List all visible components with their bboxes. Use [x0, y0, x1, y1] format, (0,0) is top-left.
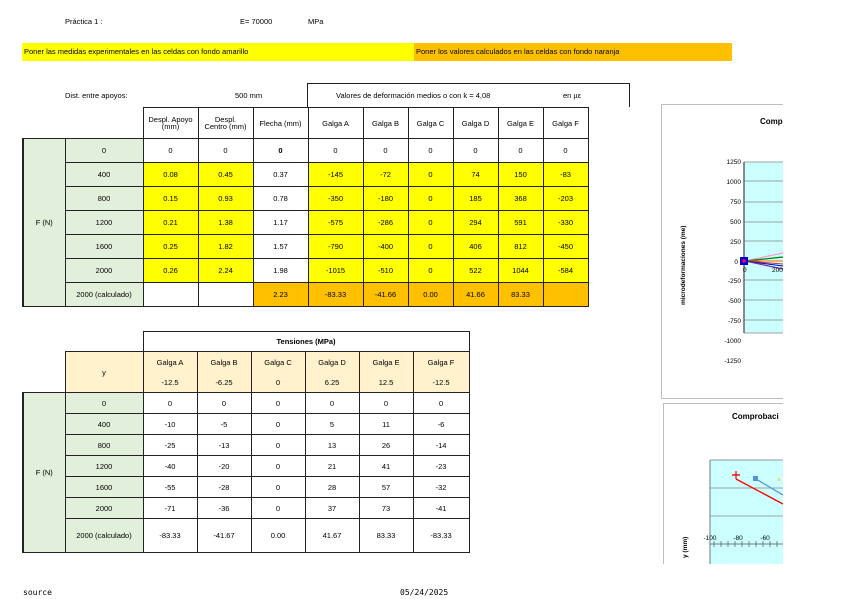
- modulus-label: E= 70000: [240, 17, 273, 26]
- svg-text:0: 0: [743, 267, 747, 274]
- stress-cell: -41.67: [197, 519, 251, 553]
- deformation-units: en µε: [563, 91, 582, 100]
- stress-cell: 83.33: [359, 519, 413, 553]
- stress-cell: 21: [305, 456, 359, 477]
- practice-title: Práctica 1 :: [65, 17, 103, 26]
- svg-text:-1000: -1000: [724, 338, 741, 345]
- stress-cell: -23: [413, 456, 469, 477]
- input-cell[interactable]: 368: [498, 187, 543, 211]
- load-cell: 2000 (calculado): [65, 519, 143, 553]
- data-cell: 0.78: [253, 187, 308, 211]
- stress-cell: -55: [143, 477, 197, 498]
- data-cell: 0: [543, 139, 588, 163]
- svg-text:-80: -80: [733, 535, 743, 542]
- svg-text:-60: -60: [760, 535, 770, 542]
- col-flecha: Flecha (mm): [253, 108, 308, 139]
- gauge-y-value: -12.5: [413, 373, 469, 393]
- data-cell: 1.57: [253, 235, 308, 259]
- stress-cell: 41: [359, 456, 413, 477]
- stress-cell: -32: [413, 477, 469, 498]
- calc-cell[interactable]: 0.00: [408, 283, 453, 307]
- load-cell: 400: [65, 163, 143, 187]
- data-cell: 0: [453, 139, 498, 163]
- input-cell[interactable]: -584: [543, 259, 588, 283]
- input-cell[interactable]: 0.25: [143, 235, 198, 259]
- stress-cell: 0: [143, 393, 197, 414]
- footer-date: 05/24/2025: [400, 588, 449, 597]
- stress-cell: 41.67: [305, 519, 359, 553]
- input-cell[interactable]: -330: [543, 211, 588, 235]
- strain-chart-plot: [662, 105, 783, 398]
- input-cell[interactable]: -350: [308, 187, 363, 211]
- svg-text:750: 750: [730, 199, 741, 206]
- stress-cell: 0: [251, 393, 305, 414]
- stress-cell: -36: [197, 498, 251, 519]
- stress-cell: 0: [251, 498, 305, 519]
- data-cell: 0: [308, 139, 363, 163]
- data-cell: 0: [408, 139, 453, 163]
- stress-cell: -83.33: [413, 519, 469, 553]
- deformation-group-title: Valores de deformación medios o con k = 4,08: [336, 91, 491, 100]
- svg-text:250: 250: [730, 239, 741, 246]
- load-cell: 0: [65, 393, 143, 414]
- col-galga-b: Galga B: [363, 108, 408, 139]
- gauge-header: Galga A: [143, 352, 197, 373]
- stress-cell: 28: [305, 477, 359, 498]
- data-cell: 0.37: [253, 163, 308, 187]
- stress-cell: 5: [305, 414, 359, 435]
- input-cell[interactable]: 2.24: [198, 259, 253, 283]
- input-cell[interactable]: 0.15: [143, 187, 198, 211]
- stress-cell: -83.33: [143, 519, 197, 553]
- strain-chart-title: Comp: [760, 117, 783, 126]
- gauge-y-value: -12.5: [143, 373, 197, 393]
- load-cell: 1200: [65, 211, 143, 235]
- svg-text:×: ×: [777, 477, 782, 484]
- row-group-label: F (N): [23, 393, 65, 553]
- stress-chart[interactable]: [663, 403, 783, 564]
- stress-cell: 57: [359, 477, 413, 498]
- gauge-y-value: 0: [251, 373, 305, 393]
- input-cell[interactable]: 0: [408, 259, 453, 283]
- input-cell[interactable]: 185: [453, 187, 498, 211]
- stress-cell: 0: [251, 456, 305, 477]
- deformation-table: [22, 107, 632, 307]
- y-label: y: [65, 352, 143, 393]
- gauge-header: Galga B: [197, 352, 251, 373]
- input-cell[interactable]: 74: [453, 163, 498, 187]
- stress-chart-ylabel: y (mm): [682, 536, 689, 558]
- input-cell[interactable]: 0.45: [198, 163, 253, 187]
- stress-cell: -13: [197, 435, 251, 456]
- modulus-unit: MPa: [308, 17, 324, 26]
- load-cell: 800: [65, 435, 143, 456]
- gauge-y-value: -6.25: [197, 373, 251, 393]
- svg-text:500: 500: [730, 219, 741, 226]
- calc-cell[interactable]: 2.23: [253, 283, 308, 307]
- svg-text:-100: -100: [703, 535, 717, 542]
- input-cell[interactable]: 150: [498, 163, 543, 187]
- input-cell[interactable]: 406: [453, 235, 498, 259]
- input-cell[interactable]: 1044: [498, 259, 543, 283]
- stress-cell: -5: [197, 414, 251, 435]
- data-cell: 1.17: [253, 211, 308, 235]
- input-cell[interactable]: -203: [543, 187, 588, 211]
- gauge-y-value: 12.5: [359, 373, 413, 393]
- stress-cell: -25: [143, 435, 197, 456]
- calc-cell[interactable]: 41.66: [453, 283, 498, 307]
- input-cell[interactable]: -1015: [308, 259, 363, 283]
- data-cell: 0: [498, 139, 543, 163]
- load-cell: 1600: [65, 477, 143, 498]
- svg-text:-250: -250: [727, 278, 741, 285]
- svg-text:200: 200: [772, 267, 783, 274]
- load-cell: 400: [65, 414, 143, 435]
- input-cell[interactable]: 0: [408, 235, 453, 259]
- stress-cell: 0: [251, 414, 305, 435]
- stress-table-title: Tensiones (MPa): [143, 332, 469, 352]
- col-galga-f: Galga F: [543, 108, 588, 139]
- gauge-header: Galga C: [251, 352, 305, 373]
- input-cell[interactable]: 812: [498, 235, 543, 259]
- stress-cell: -71: [143, 498, 197, 519]
- input-cell[interactable]: 522: [453, 259, 498, 283]
- stress-cell: 0.00: [251, 519, 305, 553]
- input-cell[interactable]: 591: [498, 211, 543, 235]
- col-galga-c: Galga C: [408, 108, 453, 139]
- dist-value: 500 mm: [235, 91, 263, 100]
- strain-chart[interactable]: [661, 104, 783, 399]
- col-despl-apoyo: Despl. Apoyo (mm): [143, 108, 198, 139]
- stress-cell: -20: [197, 456, 251, 477]
- orange-instruction: Poner los valores calculados en las celdas con fondo naranja: [414, 43, 732, 61]
- svg-text:-500: -500: [727, 298, 741, 305]
- input-cell[interactable]: 1.38: [198, 211, 253, 235]
- input-cell[interactable]: -83: [543, 163, 588, 187]
- input-cell[interactable]: 1.82: [198, 235, 253, 259]
- svg-text:-1250: -1250: [724, 358, 741, 365]
- input-cell[interactable]: -790: [308, 235, 363, 259]
- stress-cell: 0: [359, 393, 413, 414]
- stress-cell: -14: [413, 435, 469, 456]
- stress-chart-plot: [664, 404, 783, 564]
- stress-cell: 0: [305, 393, 359, 414]
- stress-cell: 0: [251, 435, 305, 456]
- deformation-group-header: [307, 83, 630, 107]
- input-cell[interactable]: 0: [408, 211, 453, 235]
- data-cell: [143, 283, 198, 307]
- load-cell: 2000 (calculado): [65, 283, 143, 307]
- stress-cell: -28: [197, 477, 251, 498]
- input-cell[interactable]: -510: [363, 259, 408, 283]
- stress-cell: 11: [359, 414, 413, 435]
- data-cell: 0: [253, 139, 308, 163]
- yellow-instruction: Poner las medidas experimentales en las celdas con fondo amarillo: [22, 43, 414, 61]
- load-cell: 1200: [65, 456, 143, 477]
- gauge-header: Galga F: [413, 352, 469, 373]
- stress-table: [22, 331, 470, 553]
- input-cell[interactable]: -286: [363, 211, 408, 235]
- load-cell: 800: [65, 187, 143, 211]
- col-despl-centro: Despl. Centro (mm): [198, 108, 253, 139]
- svg-text:0: 0: [734, 259, 738, 266]
- data-cell: 0: [198, 139, 253, 163]
- footer-source: source: [23, 588, 52, 597]
- input-cell[interactable]: 0.21: [143, 211, 198, 235]
- stress-cell: -40: [143, 456, 197, 477]
- gauge-y-value: 6.25: [305, 373, 359, 393]
- input-cell[interactable]: -400: [363, 235, 408, 259]
- data-cell: [198, 283, 253, 307]
- data-cell: 0: [143, 139, 198, 163]
- stress-cell: -6: [413, 414, 469, 435]
- stress-cell: 0: [251, 477, 305, 498]
- calc-cell[interactable]: -83.33: [308, 283, 363, 307]
- input-cell[interactable]: 0.93: [198, 187, 253, 211]
- input-cell[interactable]: -450: [543, 235, 588, 259]
- stress-cell: 0: [197, 393, 251, 414]
- input-cell[interactable]: -575: [308, 211, 363, 235]
- stress-cell: 13: [305, 435, 359, 456]
- svg-text:1250: 1250: [726, 159, 741, 166]
- stress-cell: -10: [143, 414, 197, 435]
- dist-label: Dist. entre apoyos:: [65, 91, 128, 100]
- input-cell[interactable]: 0: [408, 163, 453, 187]
- input-cell[interactable]: -72: [363, 163, 408, 187]
- load-cell: 0: [65, 139, 143, 163]
- stress-chart-title: Comprobaci: [732, 412, 779, 421]
- gauge-header: Galga D: [305, 352, 359, 373]
- row-group-label: F (N): [23, 139, 65, 307]
- load-cell: 2000: [65, 259, 143, 283]
- col-galga-e: Galga E: [498, 108, 543, 139]
- calc-cell[interactable]: -41.66: [363, 283, 408, 307]
- load-cell: 1600: [65, 235, 143, 259]
- calc-cell[interactable]: 83.33: [498, 283, 543, 307]
- input-cell[interactable]: -145: [308, 163, 363, 187]
- calc-cell[interactable]: [543, 283, 588, 307]
- col-galga-a: Galga A: [308, 108, 363, 139]
- stress-cell: 73: [359, 498, 413, 519]
- load-cell: 2000: [65, 498, 143, 519]
- svg-text:-750: -750: [727, 318, 741, 325]
- input-cell[interactable]: 294: [453, 211, 498, 235]
- stress-cell: 26: [359, 435, 413, 456]
- input-cell[interactable]: 0.26: [143, 259, 198, 283]
- stress-cell: -41: [413, 498, 469, 519]
- input-cell[interactable]: -180: [363, 187, 408, 211]
- stress-cell: 37: [305, 498, 359, 519]
- input-cell[interactable]: 0.08: [143, 163, 198, 187]
- gauge-header: Galga E: [359, 352, 413, 373]
- svg-text:1000: 1000: [726, 179, 741, 186]
- col-galga-d: Galga D: [453, 108, 498, 139]
- input-cell[interactable]: 0: [408, 187, 453, 211]
- data-cell: 1.98: [253, 259, 308, 283]
- strain-chart-ylabel: microdeformaciones (me): [680, 225, 687, 305]
- stress-cell: 0: [413, 393, 469, 414]
- data-cell: 0: [363, 139, 408, 163]
